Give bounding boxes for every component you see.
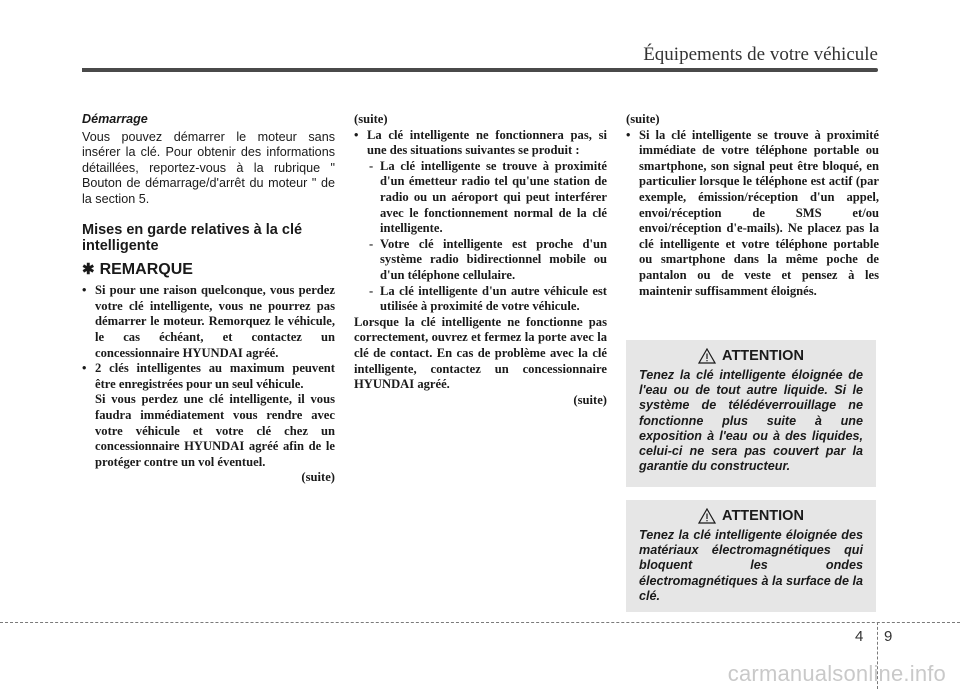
footer-rule [0, 622, 960, 623]
suite-top-label: (suite) [354, 112, 388, 126]
header-title: Équipements de votre véhicule [643, 44, 878, 65]
header-rule [82, 68, 878, 72]
attention-head [636, 508, 866, 524]
list-item [354, 128, 607, 315]
dash-item: - La clé intelligente se trouve à proximité d'un émetteur radio tel qu'une station de radio ou un aéroport qui peut interférer avec le fonctionnement normal de la clé intelligente. [367, 159, 607, 237]
attention-text: Tenez la clé intelligente éloignée de l'eau ou de tout autre liquide. Si le système de télédéverrouillage ne fonctionne plus suite à une exposition à l'eau ou à des liquides, celui-ci ne sera pas couvert par la garantie du constructeur. [639, 368, 863, 474]
watermark: carmanualsonline.info [727, 661, 946, 686]
attention-box-1 [626, 340, 876, 487]
list-item-text: 2 clés intelligentes au maximum peuvent être enregistrées pour un seul véhicule. [95, 361, 335, 391]
page-number: 9 [884, 628, 893, 645]
attention-head [636, 348, 866, 364]
column-1 [82, 112, 335, 486]
chapter-number: 4 [855, 628, 864, 645]
remarque-heading [82, 262, 335, 278]
bullet-list [354, 128, 607, 315]
list-item: • Si pour une raison quelconque, vous perdez votre clé intelligente, vous ne pourrez pas démarrer le moteur. Remorquez le véhicule, le cas échéant, et contactez un concessionnaire HYUNDAI agréé. [82, 283, 335, 361]
list-item-continuation: Si vous perdez une clé intelligente, il vous faudra immédiatement vous rendre avec votre véhicule et votre clé chez un concessionnaire HYUNDAI agréé afin de le protéger contre un vol éventuel. [95, 392, 335, 469]
attention-box-2 [626, 500, 876, 612]
paragraph: Lorsque la clé intelligente ne fonctionne pas correctement, ouvrez et fermez la porte avec la clé de contact. En cas de problème avec la clé intelligente, contactez un concessionnaire HYUNDAI agréé. [354, 314, 607, 392]
warning-triangle-icon [698, 508, 716, 524]
list-item [82, 361, 335, 470]
remarque-label: REMARQUE [99, 260, 193, 278]
suite-label: (suite) [301, 470, 335, 485]
suite-top-label: (suite) [626, 112, 660, 126]
bullet-list [626, 128, 879, 300]
column-2 [354, 112, 607, 408]
section-heading: Mises en garde relatives à la clé intelligente [82, 221, 303, 254]
dash-item: - La clé intelligente d'un autre véhicule est utilisée à proximité de votre véhicule. [367, 284, 607, 315]
list-item-text: La clé intelligente ne fonctionnera pas, si une des situations suivantes se produit : [367, 127, 607, 158]
star-icon: ✱ [82, 260, 95, 278]
dash-item: - Votre clé intelligente est proche d'un système radio bidirectionnel mobile ou d'un téléphone cellulaire. [367, 237, 607, 284]
remarque-list [82, 283, 335, 470]
column-3 [626, 112, 879, 299]
warning-triangle-icon [698, 348, 716, 364]
sub-heading-demarrage: Démarrage [82, 112, 148, 126]
intro-paragraph: Vous pouvez démarrer le moteur sans insérer la clé. Pour obtenir des informations détaillées, reportez-vous à la rubrique " Bouton de démarrage/d'arrêt du moteur " de la section 5. [82, 129, 335, 206]
suite-label: (suite) [573, 392, 607, 407]
attention-text: Tenez la clé intelligente éloignée des matériaux électromagnétiques qui bloquent les ondes électromagnétiques à la surface de la clé. [639, 528, 863, 603]
attention-label: ATTENTION [722, 508, 804, 524]
list-item: • Si la clé intelligente se trouve à proximité immédiate de votre téléphone portable ou smartphone, son signal peut être bloqué, en particulier lorsque le téléphone est actif (par exemple, émission/réception d'un appel, envoi/réception de SMS et/ou envoi/réception d'e-mails). Ne placez pas la clé intelligente et votre téléphone portable ou smartphone dans la même poche de pantalon ou de veste et pensez à les maintenir suffisamment éloignés. [626, 128, 879, 300]
attention-label: ATTENTION [722, 348, 804, 364]
dash-list [367, 159, 607, 315]
